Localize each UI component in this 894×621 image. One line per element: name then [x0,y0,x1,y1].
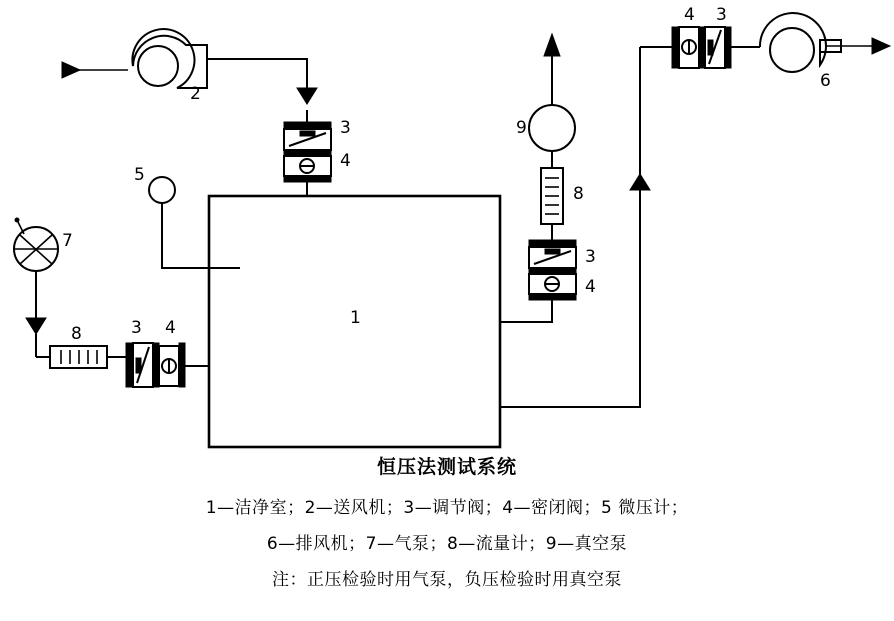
topright-valve-group [640,5,760,68]
cleanroom-label: 1 [350,308,361,328]
top-valve-group [284,118,351,196]
regulating-valve-top-label: 3 [340,118,351,138]
flowmeter-left [36,324,126,368]
caption-block [0,452,894,601]
legend-line-1: 1—洁净室；2—送风机；3—调节阀；4—密闭阀；5 微压计； [205,498,689,518]
sealing-valve-top-label: 4 [340,151,351,171]
supply-fan [62,29,207,104]
flowmeter-right [541,151,584,224]
regulating-valve-right [529,240,596,274]
sealing-valve-right-label: 4 [585,277,596,297]
sealing-valve-left-label: 4 [165,318,176,338]
right-valve-group [529,224,596,300]
air-pump [14,218,73,357]
diagram-title: 恒压法测试系统 [376,456,517,478]
sealing-valve-right [529,274,596,300]
exhaust-fan-label: 6 [820,71,831,91]
regulating-valve-right-label: 3 [585,247,596,267]
sealing-valve-topright [672,5,705,68]
right-branch-duct [500,47,650,407]
regulating-valve-topright-label: 3 [716,5,727,25]
vacuum-pump [516,34,575,151]
air-pump-label: 7 [62,231,73,251]
legend-note: 注：正压检验时用气泵，负压检验时用真空泵 [272,570,622,590]
micromanometer [134,165,240,268]
legend-line-2: 6—排风机；7—气泵；8—流量计；9—真空泵 [266,534,628,554]
micromanometer-label: 5 [134,165,145,185]
supply-fan-label: 2 [190,84,201,104]
sealing-valve-top [284,151,351,182]
left-valve-group [126,318,209,387]
sealing-valve-topright-label: 4 [684,5,695,25]
cleanroom-box [209,196,500,447]
flowmeter-right-label: 8 [573,184,584,204]
sealing-valve-left [159,318,185,387]
regulating-valve-left-label: 3 [131,318,142,338]
exhaust-fan [760,13,890,91]
flowmeter-left-label: 8 [71,324,82,344]
regulating-valve-topright [705,5,731,68]
regulating-valve-left [126,318,159,387]
vacuum-pump-label: 9 [516,118,527,138]
supply-duct [207,59,317,122]
